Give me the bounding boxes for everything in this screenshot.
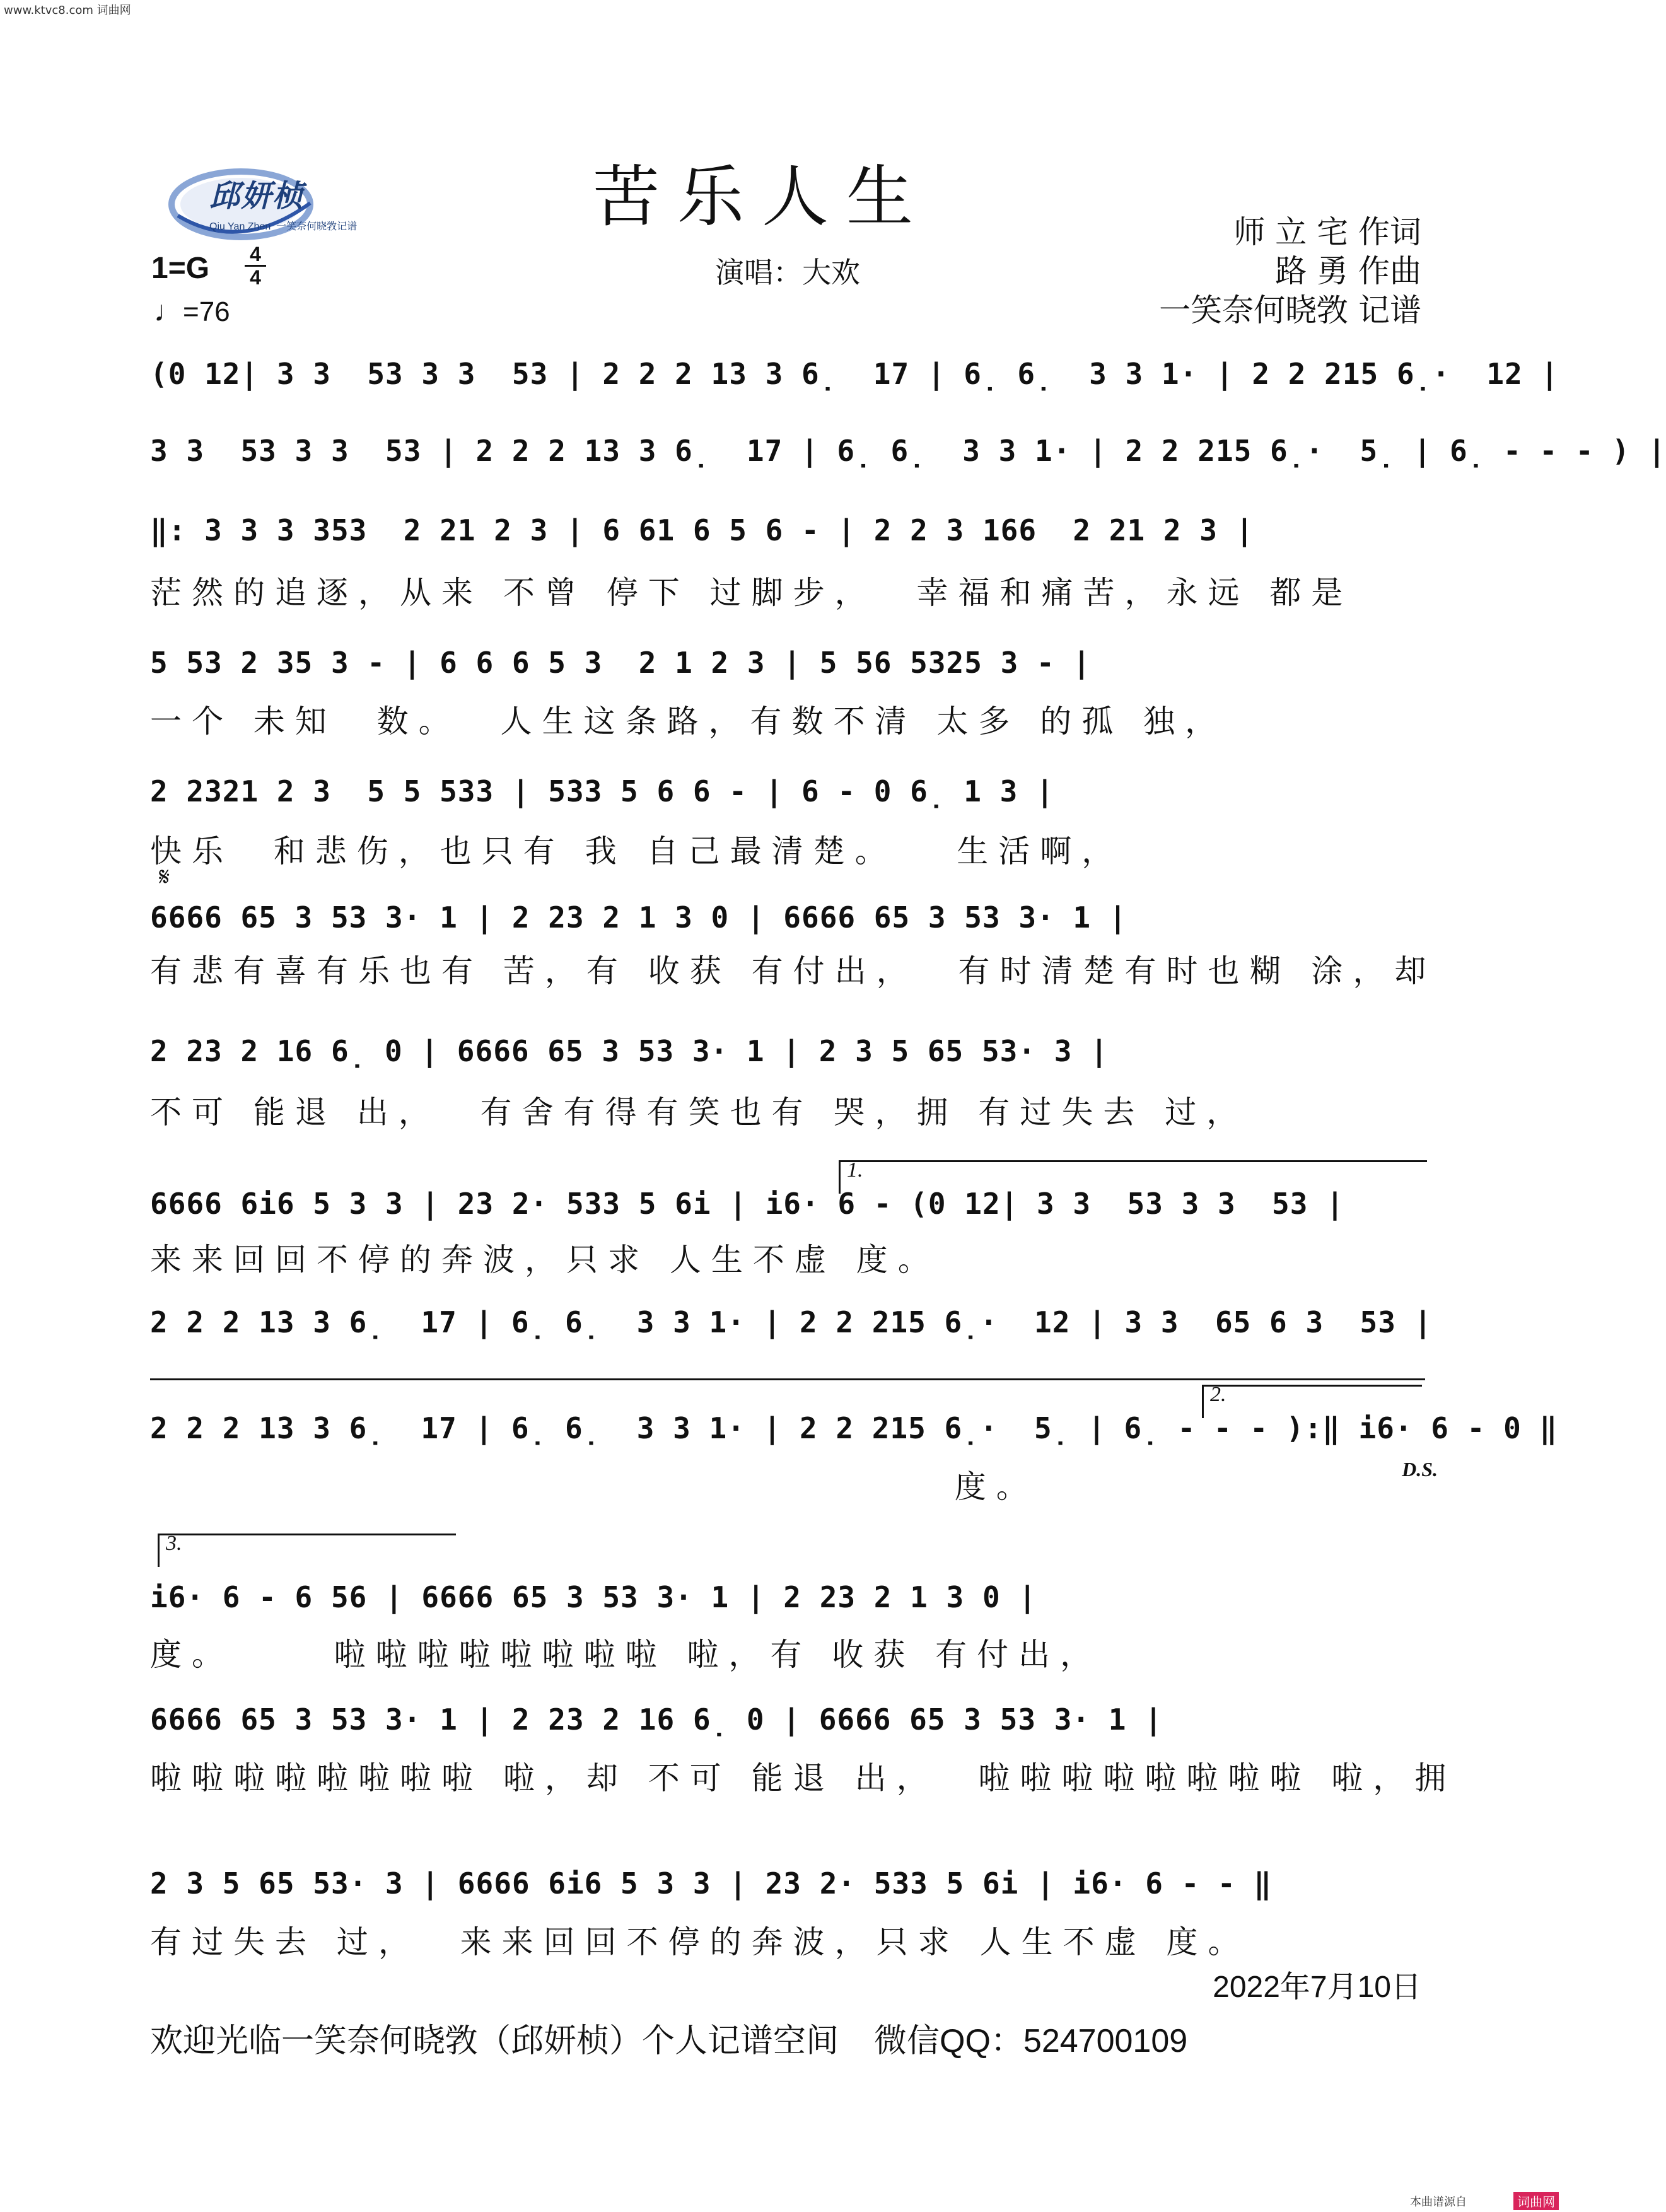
lyricist-credit: 师 立 宅 作词 (1233, 214, 1421, 250)
score-row-2-notes: 3 3 53 3 3 53 | 2 2 2 13 3 6̣ 17 | 6̣ 6̣ 3 3 1· | 2 2 215 6̣· 5̣ | 6̣ - - - ) | (150, 434, 1666, 468)
score-row-11-lyrics: 度。 啦啦啦啦啦啦啦啦 啦，有 收获 有付出， (150, 1636, 1102, 1673)
site-watermark: www.ktvc8.com 词曲网 (4, 4, 131, 17)
score-row-10-notes: 2 2 2 13 3 6̣ 17 | 6̣ 6̣ 3 3 1· | 2 2 215 6̣· 5̣ | 6̣ - - - ):‖ i6· 6 - 0 ‖ (150, 1411, 1558, 1445)
footer-welcome: 欢迎光临一笑奈何晓敩（邱妍桢）个人记谱空间 微信QQ：524700109 (150, 2022, 1188, 2060)
score-row-8-notes: 6666 6i6 5 3 3 | 23 2· 533 5 6i | i6· 6 - (0 12| 3 3 53 3 3 53 | (150, 1187, 1344, 1221)
score-row-4-notes: 5 53 2 35 3 - | 6 6 6 5 3 2 1 2 3 | 5 56 5325 3 - | (150, 646, 1092, 680)
composer-credit: 路 勇 作曲 (1275, 253, 1421, 289)
score-row-5-notes: 2 2321 2 3 5 5 533 | 533 5 6 6 - | 6 - 0 6̣ 1 3 | (150, 774, 1054, 808)
volta-2: 2. (1202, 1385, 1422, 1418)
score-row-6-notes: 6666 65 3 53 3· 1 | 2 23 2 1 3 0 | 6666 65 3 53 3· 1 | (150, 900, 1127, 934)
volta-1-extension (150, 1378, 1425, 1380)
corner-site-badge: 词曲网 (1513, 2192, 1559, 2210)
quarter-note-icon: ♩ (154, 294, 183, 327)
time-signature: 4 4 (245, 245, 266, 287)
score-row-8-lyrics: 来来回回不停的奔波，只求 人生不虚 度。 (150, 1242, 940, 1278)
score-row-9-notes: 2 2 2 13 3 6̣ 17 | 6̣ 6̣ 3 3 1· | 2 2 215 6̣· 12 | 3 3 65 6 3 53 | (150, 1305, 1433, 1339)
score-row-5-lyrics: 快乐 和悲伤，也只有 我 自己最清楚。 生活啊， (150, 833, 1124, 870)
score-row-12-lyrics: 啦啦啦啦啦啦啦啦 啦，却 不可 能退 出， 啦啦啦啦啦啦啦啦 啦，拥 (150, 1760, 1457, 1796)
score-row-1-notes: (0 12| 3 3 53 3 3 53 | 2 2 2 13 3 6̣ 17 | 6̣ 6̣ 3 3 1· | 2 2 215 6̣· 12 | (150, 357, 1559, 391)
logo-name: 邱妍桢 (209, 178, 305, 214)
footer-qq: 微信QQ：524700109 (874, 2023, 1188, 2059)
score-row-10-lyrics: 度。 (150, 1469, 1038, 1505)
score-row-11-notes: i6· 6 - 6 56 | 6666 65 3 53 3· 1 | 2 23 2 1 3 0 | (150, 1580, 1037, 1614)
score-row-12-notes: 6666 65 3 53 3· 1 | 2 23 2 16 6̣ 0 | 6666 65 3 53 3· 1 | (150, 1703, 1163, 1737)
score-row-4-lyrics: 一个 未知 数。 人生这条路，有数不清 太多 的孤 独， (150, 703, 1227, 740)
tempo-marking: ♩=76 (154, 294, 230, 327)
key-signature: 1=G (151, 252, 210, 285)
volta-1: 1. (839, 1160, 1427, 1194)
corner-source-text: 本曲谱源自 (1410, 2196, 1467, 2209)
score-row-13-lyrics: 有过失去 过， 来来回回不停的奔波，只求 人生不虚 度。 (150, 1924, 1250, 1960)
logo-pinyin: Qiu Yan Zhen 一笑奈何晓敩记谱 (209, 221, 358, 232)
date: 2022年7月10日 (1213, 1970, 1421, 2004)
score-row-3-notes: ‖: 3 3 3 353 2 21 2 3 | 6 61 6 5 6 - | 2 2 3 166 2 21 2 3 | (150, 513, 1254, 547)
dal-segno-mark: D.S. (1402, 1458, 1438, 1481)
transcriber-credit: 一笑奈何晓敩 记谱 (1159, 292, 1421, 329)
score-row-7-lyrics: 不可 能退 出， 有舍有得有笑也有 哭，拥 有过失去 过， (150, 1094, 1249, 1131)
logo (165, 165, 405, 247)
score-row-7-notes: 2 23 2 16 6̣ 0 | 6666 65 3 53 3· 1 | 2 3 5 65 53· 3 | (150, 1034, 1109, 1068)
score-row-6-lyrics: 有悲有喜有乐也有 苦，有 收获 有付出， 有时清楚有时也糊 涂，却 (150, 953, 1436, 989)
song-title: 苦乐人生 (593, 158, 931, 236)
volta-3: 3. (158, 1534, 456, 1567)
score-row-13-notes: 2 3 5 65 53· 3 | 6666 6i6 5 3 3 | 23 2· 533 5 6i | i6· 6 - - ‖ (150, 1866, 1273, 1901)
segno-sign: 𝄋 (159, 863, 170, 892)
singer-credit: 演唱：大欢 (715, 255, 860, 289)
score-row-3-lyrics: 茫然的追逐，从来 不曾 停下 过脚步， 幸福和痛苦，永远 都是 (150, 574, 1353, 611)
